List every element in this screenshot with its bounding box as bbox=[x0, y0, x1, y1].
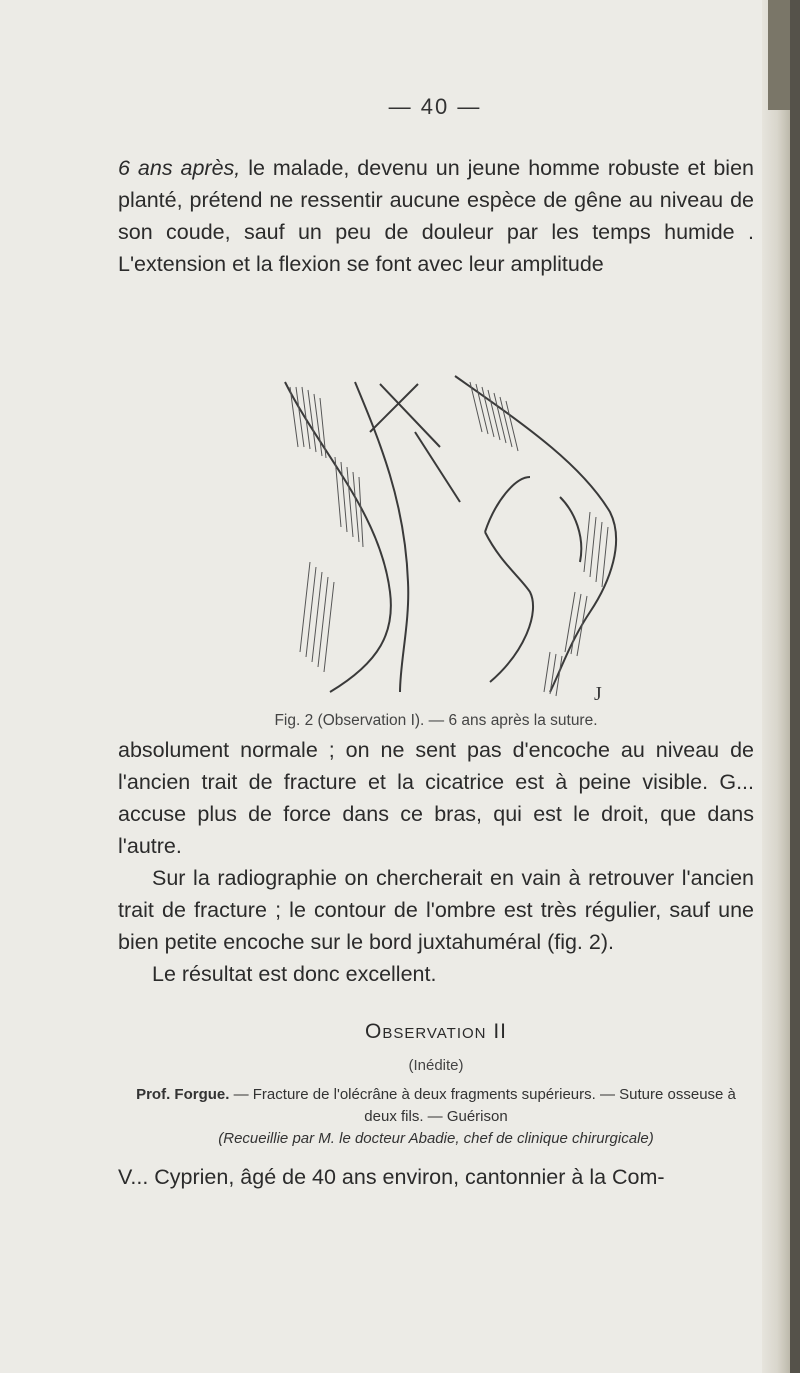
paragraph-top bbox=[118, 152, 754, 280]
trochlea-line bbox=[415, 432, 460, 502]
observation-title bbox=[118, 1020, 754, 1044]
case-summary-text: — Fracture de l'olécrâne à deux fragments supérieurs. — Suture osseuse à deux fils. — Guérison bbox=[229, 1086, 736, 1125]
paragraph-top-text: le malade, devenu un jeune homme robuste et bien planté, prétend ne ressentir aucune espèce de gêne au niveau de son coude, sauf un peu de douleur par les temps humide . L'extension et la flexion se font avec leur amplitude bbox=[118, 156, 754, 276]
hatch-ulna-1 bbox=[584, 512, 608, 587]
paragraph-continued-text: absolument normale ; on ne sent pas d'encoche au niveau de l'ancien trait de fracture et la cicatrice est à peine visible. G... accuse plus de force dans ce bras, qui est le droit, que dans l'autre. bbox=[118, 738, 754, 858]
case-collected-by: (Recueillie par M. le docteur Abadie, chef de clinique chirurgicale) bbox=[218, 1130, 654, 1147]
observation-subtitle: (Inédite) bbox=[408, 1057, 464, 1074]
paragraph-radiography: Sur la radiographie on chercherait en vain à retrouver l'ancien trait de fracture ; le contour de l'ombre est très régulier, sauf une bien petite encoche sur le bord juxtahuméral (fig. 2). bbox=[118, 866, 754, 954]
page-number: — 40 — bbox=[388, 94, 482, 119]
olecranon-inner-contour bbox=[485, 477, 530, 532]
ulna-inner-line bbox=[560, 497, 581, 562]
fracture-line-right bbox=[370, 384, 418, 432]
olecranon-lower-contour bbox=[485, 532, 533, 682]
radiograph-figure bbox=[230, 362, 660, 710]
paragraph-continued bbox=[118, 734, 754, 862]
case-summary bbox=[118, 1084, 754, 1150]
paragraph-top-italic: 6 ans après, bbox=[118, 156, 241, 180]
hatch-humerus-3 bbox=[300, 562, 334, 672]
figure-label: J bbox=[594, 683, 602, 705]
paragraph-last: V... Cyprien, âgé de 40 ans environ, cantonnier à la Com- bbox=[118, 1165, 665, 1189]
case-author: Prof. Forgue. bbox=[136, 1086, 230, 1103]
paragraph-radiography-block bbox=[118, 862, 754, 990]
radiograph-drawing bbox=[230, 362, 660, 710]
hatch-ulna-3 bbox=[544, 652, 562, 696]
paragraph-result: Le résultat est donc excellent. bbox=[152, 962, 437, 986]
page-edge-dark bbox=[790, 0, 800, 1373]
figure-caption: Fig. 2 (Observation I). — 6 ans après la suture. bbox=[274, 712, 598, 729]
observation-title-text: Observation II bbox=[364, 1020, 508, 1043]
ulna-outer-contour bbox=[455, 376, 616, 692]
fracture-line-left bbox=[380, 384, 440, 447]
